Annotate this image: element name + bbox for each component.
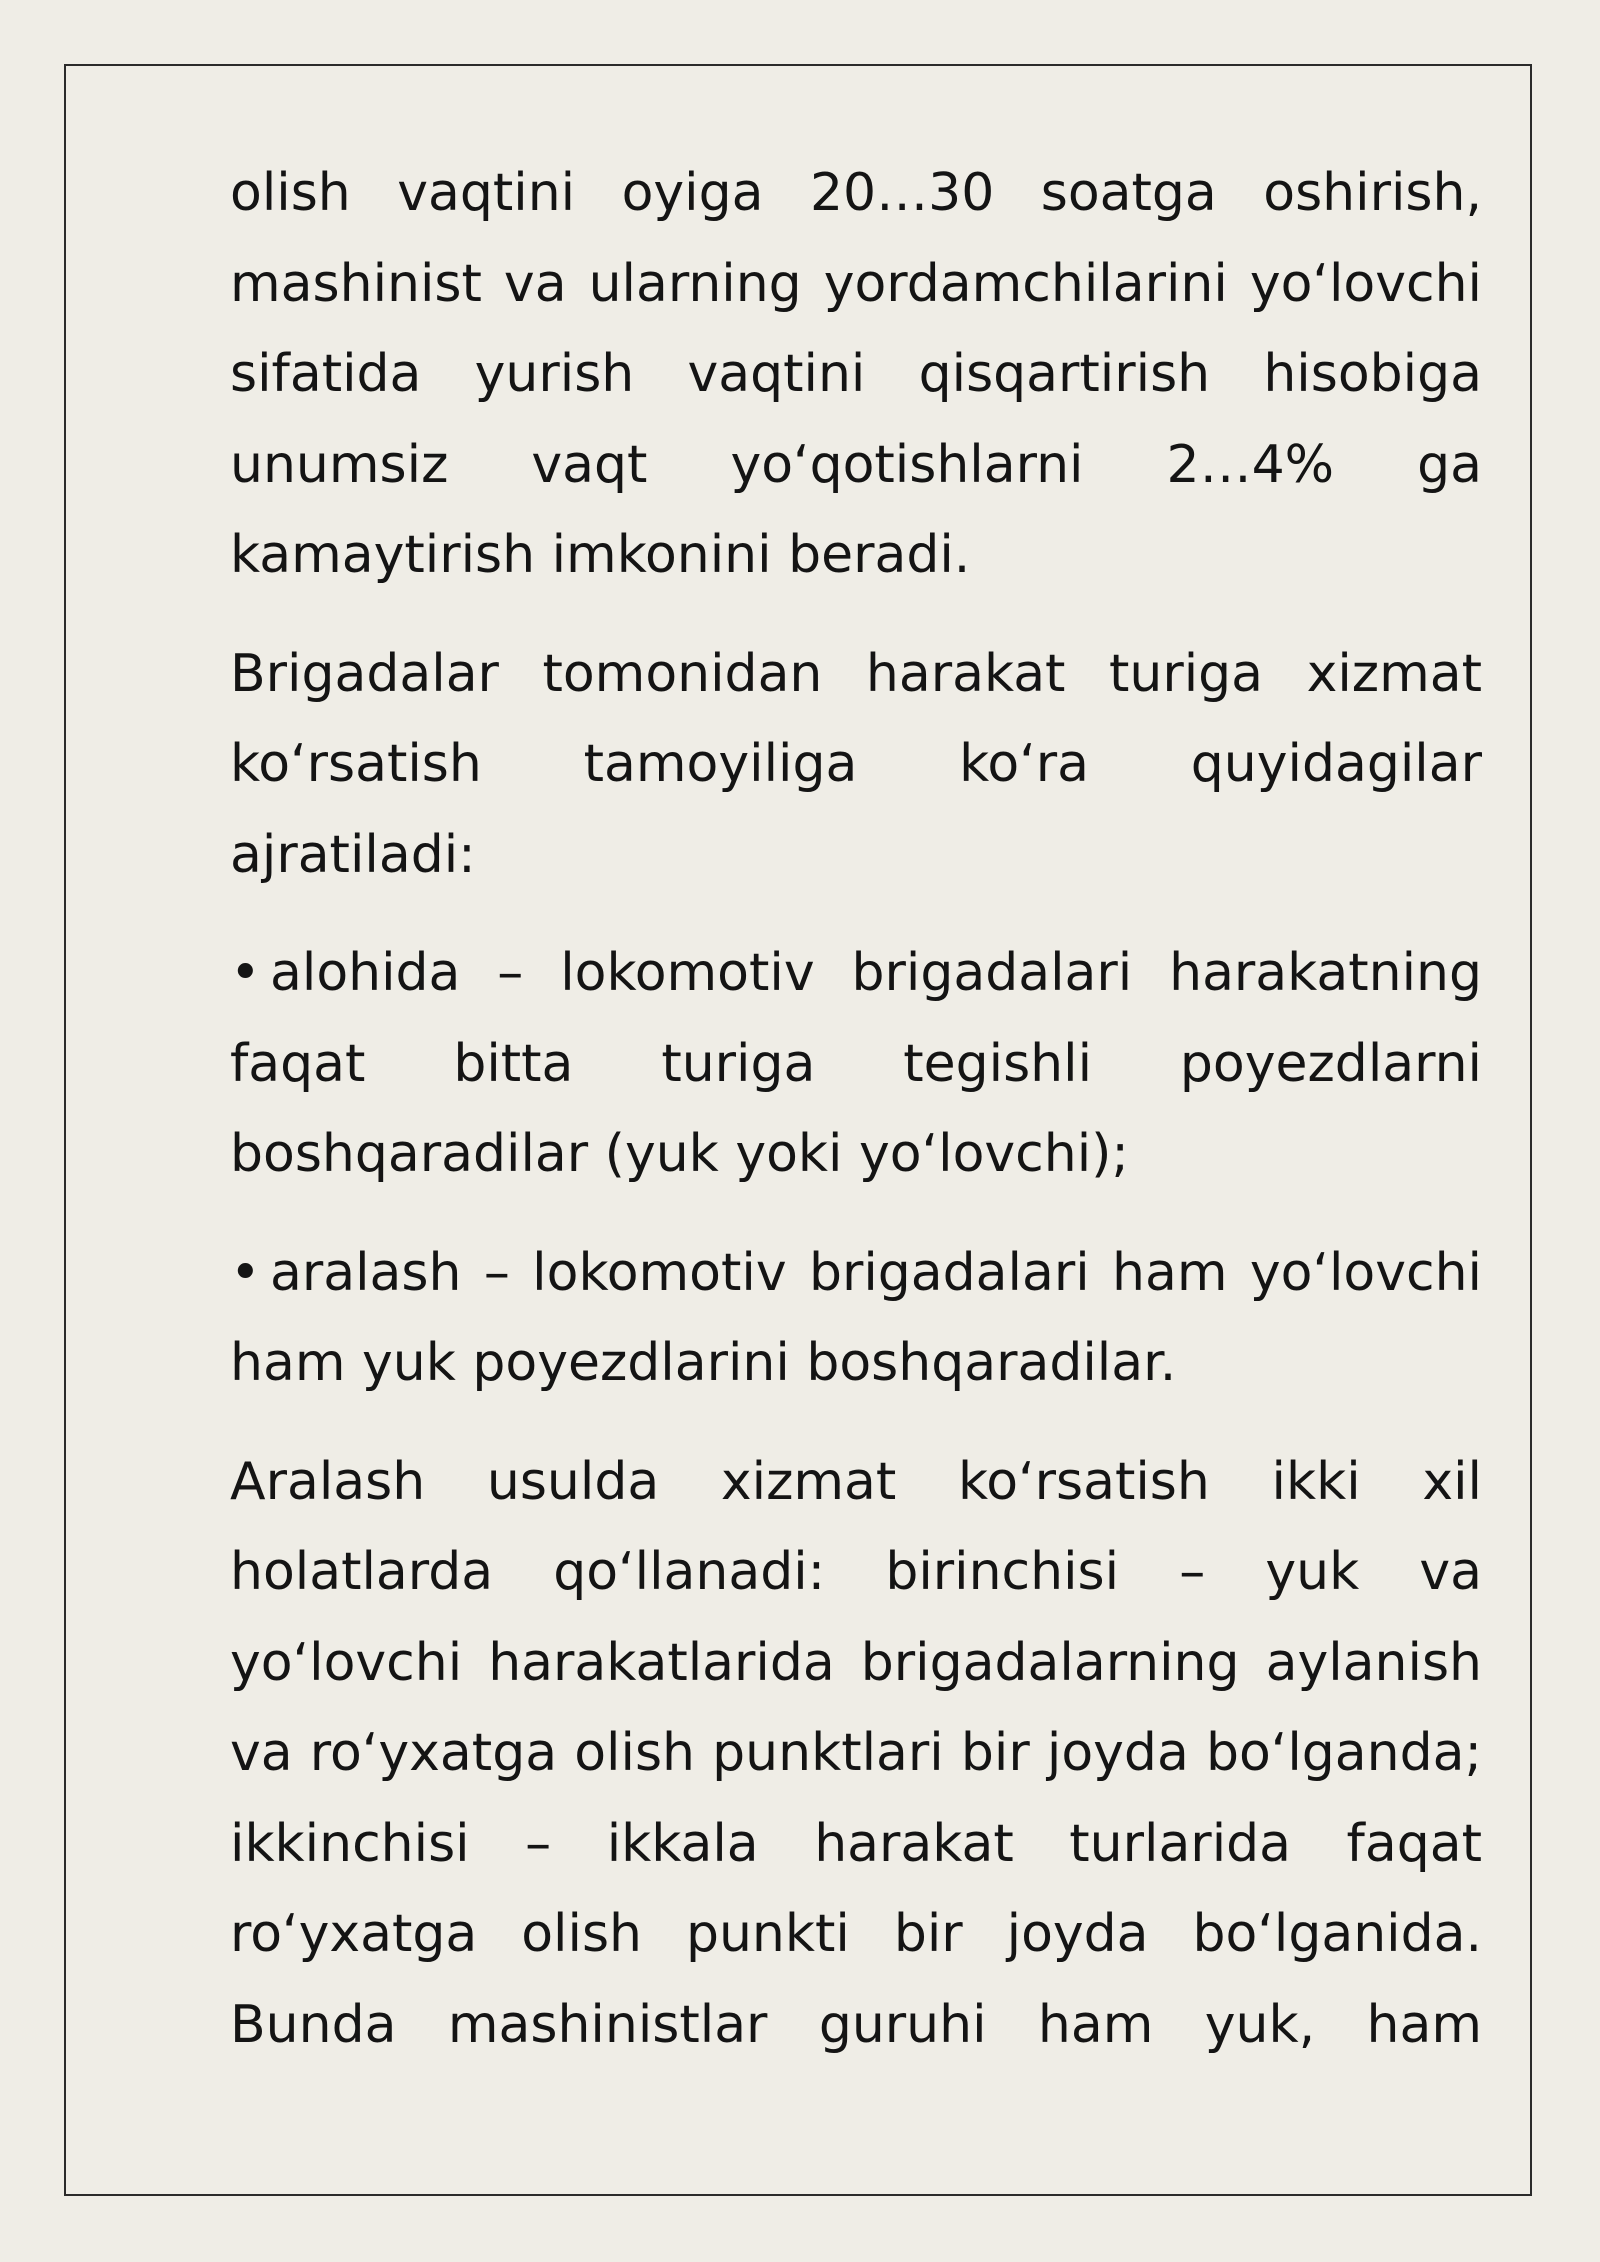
bullet-icon: • bbox=[230, 1242, 261, 1303]
paragraph-mixed-service: Aralash usulda xizmat ko‘rsatish ikki xil holatlarda qo‘llanadi: birinchisi – yuk va yo‘lovchi harakatlarida brigadalarning aylanish va ro‘yxatga olish punktlari bir joyda bo‘lganda; ikkinchisi – ikkala harakat turlarida faqat ro‘yxatga olish punkti bir joyda bo‘lganida. Bunda mashinistlar guruhi ham yuk, ham bbox=[230, 1451, 1482, 2055]
document-body bbox=[230, 148, 1482, 2098]
list-item-text: alohida – lokomotiv brigadalari harakatning faqat bitta turiga tegishli poyezdlarni boshqaradilar (yuk yoki yo‘lovchi); bbox=[230, 943, 1482, 1184]
list-item-mixed bbox=[230, 1228, 1482, 1409]
paragraph-continuation: olish vaqtini oyiga 20…30 soatga oshirish, mashinist va ularning yordamchilarini yo‘lovchi sifatida yurish vaqtini qisqartirish hisobiga unumsiz vaqt yo‘qotishlarni 2…4% ga kamaytirish imkonini beradi. bbox=[230, 163, 1482, 585]
list-item-separate bbox=[230, 928, 1482, 1200]
paragraph-brigade-classification: Brigadalar tomonidan harakat turiga xizmat ko‘rsatish tamoyiliga ko‘ra quyidagilar ajratiladi: bbox=[230, 643, 1482, 885]
bullet-icon: • bbox=[230, 943, 261, 1003]
list-item-text: aralash – lokomotiv brigadalari ham yo‘lovchi ham yuk poyezdlarini boshqaradilar. bbox=[230, 1242, 1482, 1393]
